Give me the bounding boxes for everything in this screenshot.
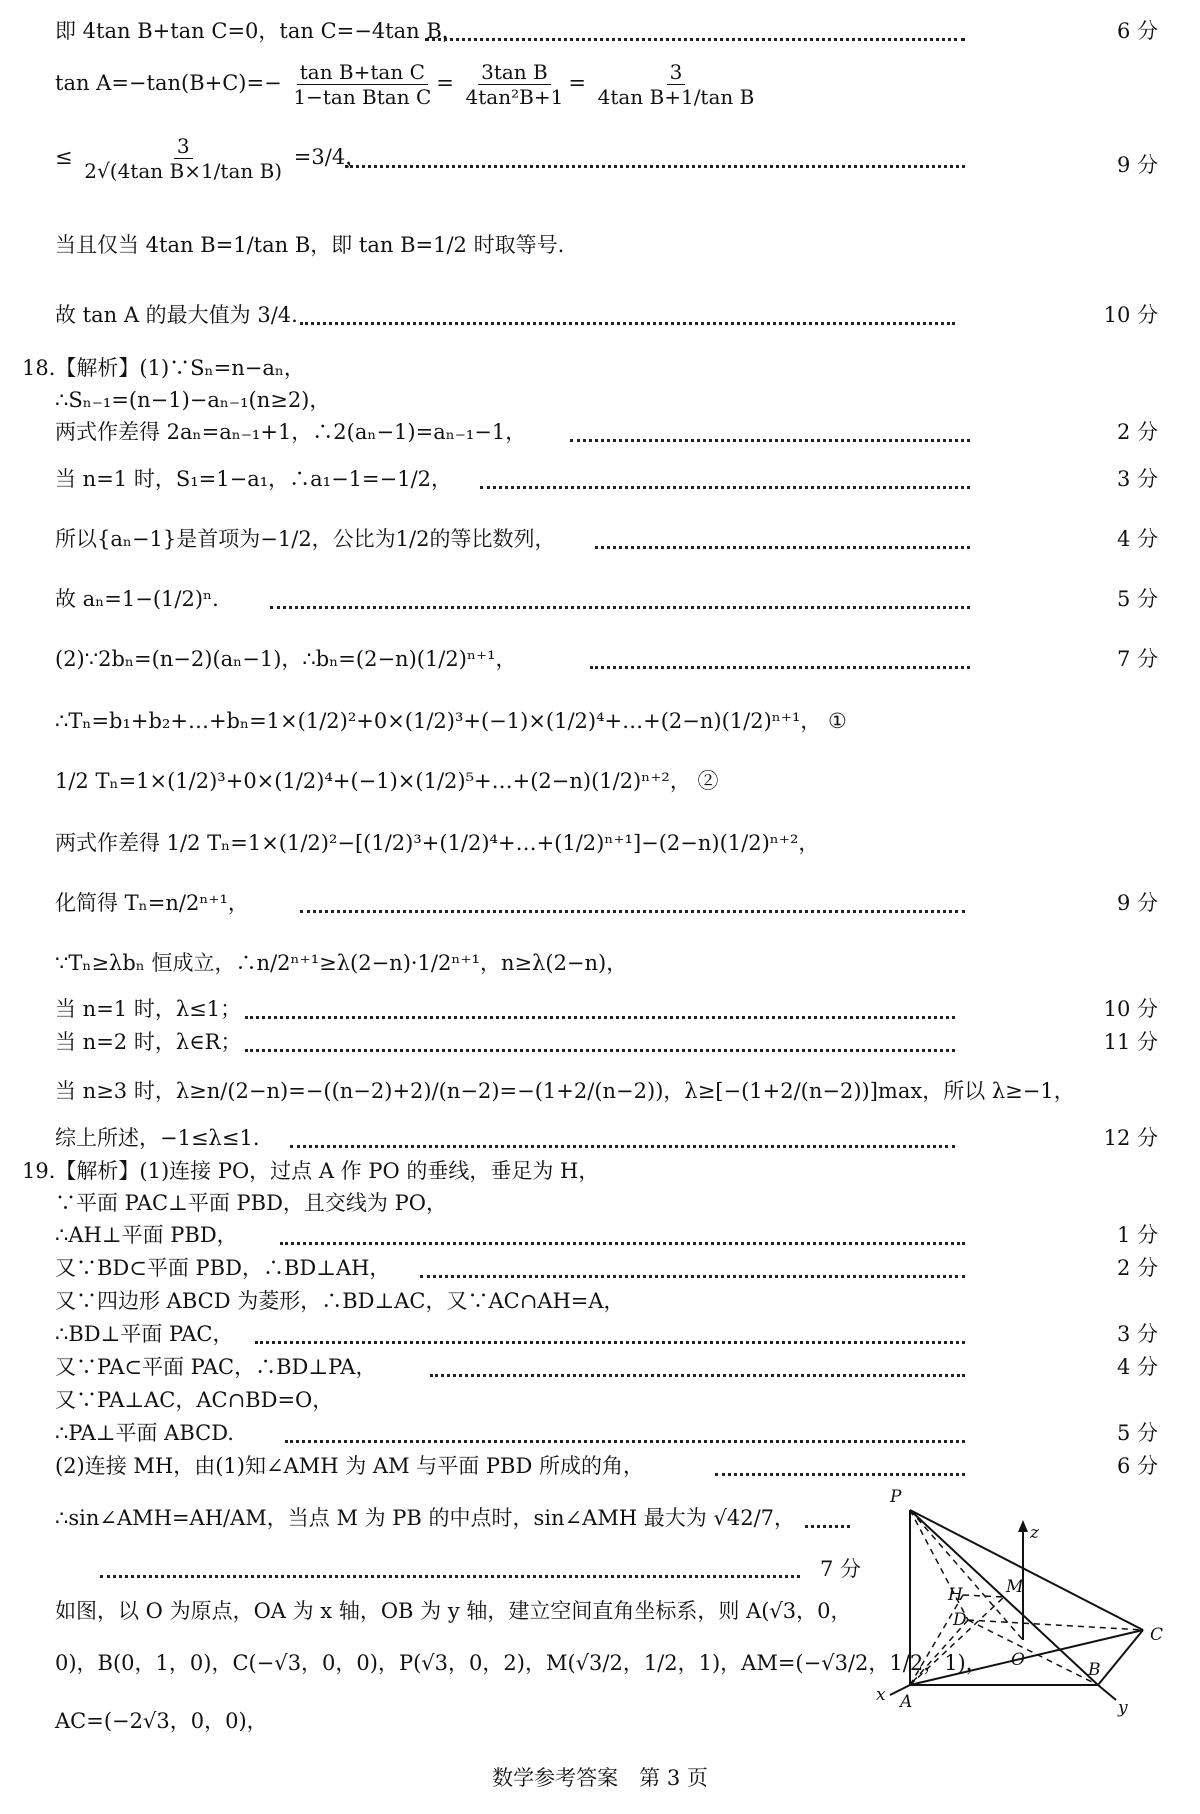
- leader-dots: [100, 1575, 800, 1578]
- fraction: [81, 134, 285, 183]
- label-A: A: [900, 1692, 913, 1712]
- score: 10 分: [1103, 303, 1158, 327]
- score: 5 分: [1116, 587, 1158, 611]
- q18-line: ∴Sₙ₋₁=(n−1)−aₙ₋₁(n≥2)，: [55, 388, 331, 412]
- q18-line: 1/2 Tₙ=1×(1/2)³+0×(1/2)⁴+(−1)×(1/2)⁵+…+(2−n)(1/2)ⁿ⁺²， ②: [55, 769, 719, 793]
- q18-line: ∵Tₙ≥λbₙ 恒成立，∴n/2ⁿ⁺¹≥λ(2−n)·1/2ⁿ⁺¹，n≥λ(2−n)，: [55, 951, 628, 975]
- fraction: [290, 60, 434, 109]
- edge-DC: [968, 1620, 1143, 1630]
- denominator: 4tan B+1/tan B: [597, 85, 755, 109]
- leader-dots: [480, 486, 970, 489]
- score: 4 分: [1116, 1355, 1158, 1379]
- q19-line: ∴BD⊥平面 PAC，: [55, 1322, 234, 1346]
- q19-heading: 19.【解析】(1)连接 PO，过点 A 作 PO 的垂线，垂足为 H，: [22, 1159, 600, 1183]
- denominator: 2√(4tan B×1/tan B): [84, 159, 283, 183]
- label-H: H: [948, 1585, 963, 1605]
- score: 7 分: [1116, 647, 1158, 671]
- leader-dots: [280, 1242, 965, 1245]
- leader-dots: [570, 439, 970, 442]
- q18-line: 两式作差得 1/2 Tₙ=1×(1/2)²−[(1/2)³+(1/2)⁴+…+(1/2)ⁿ⁺¹]−(2−n)(1/2)ⁿ⁺²，: [55, 831, 820, 855]
- q18-line: ∴Tₙ=b₁+b₂+…+bₙ=1×(1/2)²+0×(1/2)³+(−1)×(1/2)⁴+…+(2−n)(1/2)ⁿ⁺¹， ①: [55, 709, 847, 733]
- q18-line: (2)∵2bₙ=(n−2)(aₙ−1)，∴bₙ=(2−n)(1/2)ⁿ⁺¹，: [55, 647, 517, 671]
- q18-line: 化简得 Tₙ=n/2ⁿ⁺¹，: [55, 891, 249, 915]
- q18-heading: 18.【解析】(1)∵Sₙ=n−aₙ，: [22, 356, 305, 380]
- score: 2 分: [1116, 1256, 1158, 1280]
- expr: =3/4，: [293, 145, 367, 169]
- q18-line: 当 n≥3 时，λ≥n/(2−n)=−((n−2)+2)/(n−2)=−(1+2/(n−2))，λ≥[−(1+2/(n−2))]max，所以 λ≥−1，: [55, 1079, 1075, 1103]
- q19-line: 如图，以 O 为原点，OA 为 x 轴，OB 为 y 轴，建立空间直角坐标系，则 A(√3，0，: [55, 1599, 852, 1623]
- label-M: M: [1006, 1577, 1024, 1597]
- numerator: tan B+tan C: [297, 60, 428, 85]
- numerator: 3: [174, 134, 193, 159]
- leader-dots: [245, 1049, 955, 1052]
- leader-dots: [300, 910, 965, 913]
- leader-dots: [255, 1341, 965, 1344]
- q19-line: ∴sin∠AMH=AH/AM，当点 M 为 PB 的中点时，sin∠AMH 最大为 √42/7，: [55, 1506, 796, 1530]
- expr: ≤: [55, 145, 73, 169]
- leader-dots: [590, 666, 970, 669]
- line-2: tan A=−tan(B+C)=− $\frac{\text{tan B+tan C}}{\text{1−tan Btan C}}$ = $\frac{\text{3tan B}}{\text{4tan²B+1}}$ = $\frac{3}{\text{4tan B+1/tan B}}$: [55, 48, 759, 118]
- score: 6 分: [1116, 1454, 1158, 1478]
- q19-line: ∴PA⊥平面 ABCD.: [55, 1421, 234, 1445]
- numerator: 3tan B: [478, 60, 551, 85]
- score: 2 分: [1116, 420, 1158, 444]
- label-P: P: [890, 1487, 902, 1507]
- score: 3 分: [1116, 1322, 1158, 1346]
- leader-dots: [715, 1473, 965, 1476]
- leader-dots: [805, 1525, 850, 1528]
- fraction: [595, 60, 758, 109]
- label-x: x: [876, 1685, 886, 1705]
- line-4: 当且仅当 4tan B=1/tan B，即 tan B=1/2 时取等号.: [55, 233, 565, 257]
- leader-dots: [300, 322, 955, 325]
- denominator: 1−tan Btan C: [293, 85, 432, 109]
- leader-dots: [345, 165, 965, 168]
- q18-line: 两式作差得 2aₙ=aₙ₋₁+1，∴2(aₙ−1)=aₙ₋₁−1，: [55, 420, 527, 444]
- expr: tan A=−tan(B+C)=−: [55, 71, 282, 95]
- score: 11 分: [1103, 1030, 1158, 1054]
- q19-line: 又∵四边形 ABCD 为菱形，∴BD⊥AC，又∵AC∩AH=A，: [55, 1289, 625, 1313]
- score: 1 分: [1116, 1223, 1158, 1247]
- q19-line: 又∵PA⊥AC，AC∩BD=O，: [55, 1388, 334, 1412]
- score: 7 分: [820, 1557, 862, 1581]
- leader-dots: [290, 1145, 955, 1148]
- leader-dots: [420, 1275, 965, 1278]
- score: 5 分: [1116, 1421, 1158, 1445]
- q19-line: 又∵PA⊂平面 PAC，∴BD⊥PA，: [55, 1355, 377, 1379]
- q19-line: ∵平面 PAC⊥平面 PBD，且交线为 PO，: [55, 1191, 447, 1215]
- q18-line: 所以{aₙ−1}是首项为−1/2，公比为1/2的等比数列，: [55, 527, 556, 551]
- y-axis: [1098, 1685, 1116, 1700]
- q19-line: ∴AH⊥平面 PBD，: [55, 1223, 238, 1247]
- leader-dots: [285, 1440, 965, 1443]
- label-z: z: [1030, 1523, 1039, 1543]
- q19-line: 0)，B(0，1，0)，C(−√3，0，0)，P(√3，0，2)，M(√3/2，1/2，1)，AM=(−√3/2，1/2，1)，: [55, 1651, 987, 1675]
- label-C: C: [1150, 1625, 1164, 1645]
- segment-AH: [910, 1595, 963, 1685]
- score: 10 分: [1103, 997, 1158, 1021]
- numerator: 3: [667, 60, 686, 85]
- leader-dots: [425, 38, 965, 41]
- q18-line: 当 n=2 时，λ∈R；: [55, 1030, 242, 1054]
- score: 9 分: [1116, 153, 1158, 177]
- denominator: 4tan²B+1: [465, 85, 564, 109]
- score: 4 分: [1116, 527, 1158, 551]
- line-1: 即 4tan B+tan C=0，tan C=−4tan B，: [55, 19, 463, 43]
- line-5: 故 tan A 的最大值为 3/4.: [55, 303, 298, 327]
- leader-dots: [430, 1374, 965, 1377]
- page-footer: 数学参考答案 第 3 页: [492, 1766, 708, 1790]
- fraction: [463, 60, 567, 109]
- q19-line: (2)连接 MH，由(1)知∠AMH 为 AM 与平面 PBD 所成的角，: [55, 1454, 645, 1478]
- q18-line: 当 n=1 时，S₁=1−a₁，∴a₁−1=−1/2，: [55, 467, 453, 491]
- q19-line: 又∵BD⊂平面 PBD，∴BD⊥AH，: [55, 1256, 391, 1280]
- edge-DB: [968, 1620, 1098, 1685]
- leader-dots: [595, 546, 970, 549]
- q19-line: AC=(−2√3，0，0)，: [55, 1709, 268, 1733]
- leader-dots: [245, 1016, 955, 1019]
- score: 3 分: [1116, 467, 1158, 491]
- label-y: y: [1118, 1698, 1128, 1718]
- q18-line: 故 aₙ=1−(1/2)ⁿ.: [55, 587, 219, 611]
- line-3: [55, 122, 366, 192]
- q18-line: 综上所述，−1≤λ≤1.: [55, 1126, 260, 1150]
- q18-line: 当 n=1 时，λ≤1；: [55, 997, 242, 1021]
- label-B: B: [1088, 1660, 1101, 1680]
- pyramid-diagram: [868, 1480, 1188, 1780]
- leader-dots: [270, 606, 970, 609]
- score: 9 分: [1116, 891, 1158, 915]
- edge-PC: [910, 1510, 1143, 1630]
- score: 12 分: [1103, 1126, 1158, 1150]
- score: 6 分: [1116, 19, 1158, 43]
- label-O: O: [1011, 1650, 1025, 1670]
- edge-AC: [910, 1630, 1143, 1685]
- label-D: D: [953, 1610, 967, 1630]
- z-arrow: [1018, 1520, 1028, 1532]
